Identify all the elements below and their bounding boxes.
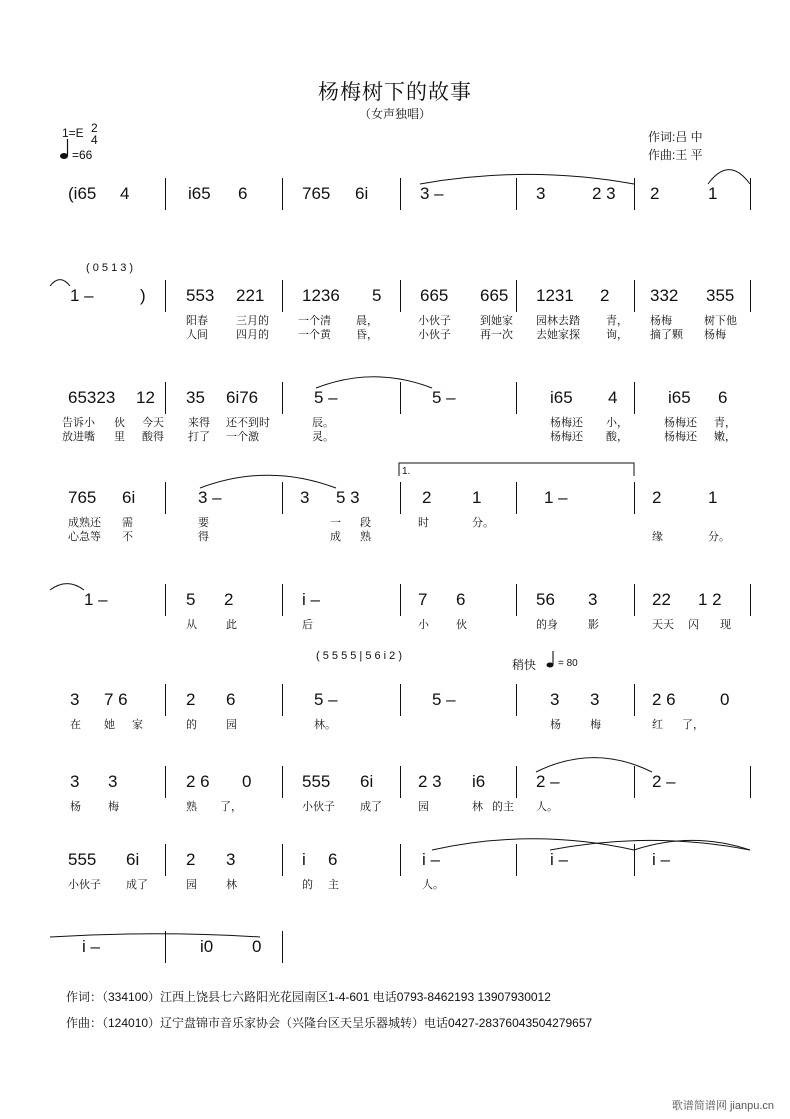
score-row (60, 388, 750, 448)
lyric-verse-1: 青， (606, 315, 628, 327)
note-group: 6 (226, 690, 236, 709)
lyric-verse-2: 灵。 (312, 431, 334, 443)
note-group: 2 6 (652, 690, 676, 709)
lyric-verse-1: 成了 (126, 879, 148, 891)
lyric-verse-2: 一个激 (226, 431, 259, 443)
note-group: 2 (186, 690, 196, 709)
lyricist-credit: 作词:吕 中 (648, 130, 703, 144)
lyric-verse-1: 杨 (70, 801, 81, 813)
note-group: 1231 (536, 286, 574, 305)
lyric-verse-1: 树下他 (704, 315, 737, 327)
note-group: 1 2 (698, 590, 722, 609)
slur-arc (316, 377, 432, 388)
lyric-verse-2: 里 (114, 431, 125, 443)
note-group: 3 – (198, 488, 222, 507)
note-group: (i65 (68, 184, 97, 203)
lyric-verse-1: 家 (132, 719, 143, 731)
lyric-verse-2: 四月的 (236, 329, 269, 341)
lyric-verse-1: 成熟还 (68, 517, 101, 529)
lyric-verse-1: 还不到时 (226, 417, 270, 429)
note-group: i65 (668, 388, 691, 407)
slur-layer (60, 915, 750, 945)
note-group: 6i (126, 850, 140, 869)
note-group: i – (82, 937, 100, 956)
note-group: 1 – (84, 590, 108, 609)
note-group: 6 (718, 388, 728, 407)
slur-arc (50, 280, 70, 286)
note-group: 3 (588, 590, 598, 609)
lyric-verse-1: 熟 (186, 801, 197, 813)
lyric-verse-1: 梅 (108, 801, 119, 813)
lyric-verse-1: 林 (472, 801, 483, 813)
note-group: 5 3 (336, 488, 360, 507)
note-group: ) (140, 286, 146, 305)
slur-layer (60, 366, 750, 396)
lyric-verse-2: 分。 (708, 531, 730, 543)
lyric-verse-1: 的主 (492, 801, 514, 813)
lyric-verse-2: 去她家探 (536, 329, 580, 341)
slur-layer (60, 466, 750, 496)
note-group: 2 – (536, 772, 560, 791)
score-row (60, 184, 750, 244)
lyric-verse-1: 梅 (590, 719, 601, 731)
lyric-verse-1: 今天 (142, 417, 164, 429)
note-group: i – (550, 850, 568, 869)
note-group: 2 – (652, 772, 676, 791)
note-group: i – (302, 590, 320, 609)
note-group: 7 6 (104, 690, 128, 709)
lyric-verse-2: 成 (330, 531, 341, 543)
note-group: i0 (200, 937, 214, 956)
note-group: 56 (536, 590, 555, 609)
lyric-verse-1: 到她家 (480, 315, 513, 327)
lyric-verse-1: 人。 (422, 879, 444, 891)
slur-arc (420, 174, 634, 184)
lyric-verse-1: 从 (186, 619, 197, 631)
watermark: 歌谱简谱网 jianpu.cn (671, 1100, 774, 1112)
slur-layer (60, 828, 750, 858)
lyric-verse-1: 林 (226, 879, 237, 891)
note-group: 3 – (420, 184, 444, 203)
note-group: 5 – (432, 388, 456, 407)
note-group: 3 (70, 690, 80, 709)
note-group: 0 (242, 772, 252, 791)
lyric-verse-2: 得 (198, 531, 209, 543)
lyric-verse-1: 一个清 (298, 315, 331, 327)
note-group: 5 (186, 590, 196, 609)
note-group: 4 (608, 388, 618, 407)
lyric-verse-2: 缘 (652, 531, 663, 543)
lyric-verse-1: 林。 (314, 719, 336, 731)
lyric-verse-2: 酸得 (142, 431, 164, 443)
note-group: 7 (418, 590, 428, 609)
lyric-verse-1: 要 (198, 517, 209, 529)
tempo-marking: =66 (72, 148, 93, 162)
note-group: 35 (186, 388, 205, 407)
note-group: i – (652, 850, 670, 869)
tempo-change-value: = 80 (558, 658, 578, 669)
note-group: 5 – (314, 388, 338, 407)
note-group: 2 (650, 184, 660, 203)
lyric-verse-1: 红 (652, 719, 663, 731)
note-group: i – (422, 850, 440, 869)
note-group: 555 (302, 772, 331, 791)
slur-arc (50, 934, 260, 937)
lyric-verse-1: 伙 (114, 417, 125, 429)
lyric-verse-2: 酸， (606, 431, 628, 443)
score-row (60, 690, 750, 750)
lyric-verse-2: 一个黄 (298, 329, 331, 341)
note-group: 3 (70, 772, 80, 791)
note-group: 6i76 (226, 388, 259, 407)
note-group: 555 (68, 850, 97, 869)
note-group: 2 3 (418, 772, 442, 791)
lyric-verse-1: 天天 (652, 619, 674, 631)
note-group: 6 (456, 590, 466, 609)
note-group: 665 (480, 286, 509, 305)
slur-layer (60, 162, 750, 192)
lyric-verse-1: 人。 (536, 801, 558, 813)
note-group: 22 (652, 590, 671, 609)
lyric-verse-1: 闪 (688, 619, 699, 631)
note-group: 5 – (432, 690, 456, 709)
lyric-verse-1: 现 (720, 619, 731, 631)
lyric-verse-1: 主 (328, 879, 339, 891)
note-group: 765 (68, 488, 97, 507)
lyric-verse-1: 小伙子 (418, 315, 451, 327)
lyric-verse-1: 的 (302, 879, 313, 891)
lyric-verse-2: 熟 (360, 531, 371, 543)
lyric-verse-1: 成了 (360, 801, 382, 813)
lyric-verse-2: 询， (606, 329, 628, 341)
lyric-verse-2: 人间 (186, 329, 208, 341)
note-group: 2 (652, 488, 662, 507)
note-group: 2 (422, 488, 432, 507)
note-group: 0 (252, 937, 262, 956)
note-group: 5 – (314, 690, 338, 709)
score-row (60, 590, 750, 650)
lyric-verse-2: 再一次 (480, 329, 513, 341)
lyric-verse-1: 后 (302, 619, 313, 631)
song-title: 杨梅树下的故事 (318, 80, 472, 104)
song-subtitle: （女声独唱） (358, 107, 431, 121)
lyric-verse-2: 杨梅还 (550, 431, 583, 443)
tempo-change-note-icon (546, 650, 555, 668)
slur-arc (200, 475, 336, 488)
score-row (60, 850, 750, 910)
note-group: 3 (536, 184, 546, 203)
note-group: 1 – (544, 488, 568, 507)
note-group: 2 6 (186, 772, 210, 791)
note-group: 65323 (68, 388, 116, 407)
lyric-verse-2: 放进嘴 (62, 431, 95, 443)
note-group: 355 (706, 286, 735, 305)
note-group: i6 (472, 772, 486, 791)
slur-layer (60, 264, 750, 294)
note-group: 1 – (70, 286, 94, 305)
score-row (60, 772, 750, 832)
lyric-verse-1: 杨梅 (650, 315, 672, 327)
note-group: 3 (226, 850, 236, 869)
lyric-verse-1: 晨， (356, 315, 378, 327)
note-group: 4 (120, 184, 130, 203)
note-group: i65 (188, 184, 211, 203)
note-group: i (302, 850, 306, 869)
barline (750, 584, 751, 616)
note-group: 6i (355, 184, 369, 203)
quarter-note-icon (60, 138, 69, 160)
note-group: 0 (720, 690, 730, 709)
lyric-verse-1: 杨梅还 (550, 417, 583, 429)
lyric-verse-1: 在 (70, 719, 81, 731)
lyric-verse-2: 小伙子 (418, 329, 451, 341)
lyric-verse-1: 辰。 (312, 417, 334, 429)
lyric-verse-1: 的 (186, 719, 197, 731)
note-group: 332 (650, 286, 679, 305)
slur-layer (60, 668, 750, 698)
lyric-verse-1: 段 (360, 517, 371, 529)
lyric-verse-2: 不 (122, 531, 133, 543)
lyric-verse-1: 三月的 (236, 315, 269, 327)
time-numerator: 2 (91, 121, 98, 135)
note-group: 2 3 (592, 184, 616, 203)
note-group: 665 (420, 286, 449, 305)
lyric-verse-2: 昏， (356, 329, 378, 341)
lyric-verse-2: 摘了颗 (650, 329, 683, 341)
note-group: 221 (236, 286, 265, 305)
note-group: 1 (472, 488, 482, 507)
note-group: 765 (302, 184, 331, 203)
lyric-verse-1: 分。 (472, 517, 494, 529)
lyric-verse-2: 杨梅还 (664, 431, 697, 443)
lyric-verse-1: 告诉小 (62, 417, 95, 429)
slur-arc (708, 170, 750, 184)
slur-arc (50, 584, 84, 590)
note-group: 1 (708, 184, 718, 203)
lyric-verse-1: 阳春 (186, 315, 208, 327)
note-group: 6i (360, 772, 374, 791)
composer-credit: 作曲:王 平 (648, 148, 703, 162)
lyric-verse-1: 需 (122, 517, 133, 529)
score-row (60, 286, 750, 346)
note-group: 3 (550, 690, 560, 709)
lyric-verse-1: 青， (714, 417, 736, 429)
lyric-verse-1: 园 (226, 719, 237, 731)
lyric-verse-1: 小 (418, 619, 429, 631)
note-group: 6 (238, 184, 248, 203)
score-row (60, 488, 750, 548)
key-label: 1=E (62, 126, 84, 141)
note-group: 12 (136, 388, 155, 407)
lyric-verse-1: 园林去踏 (536, 315, 580, 327)
lyric-verse-1: 此 (226, 619, 237, 631)
lyric-verse-1: 时 (418, 517, 429, 529)
note-group: 1236 (302, 286, 340, 305)
lyric-verse-1: 园 (418, 801, 429, 813)
slur-arc (536, 758, 652, 772)
lyric-verse-1: 园 (186, 879, 197, 891)
lyric-verse-2: 嫩， (714, 431, 736, 443)
lyric-verse-1: 小， (606, 417, 628, 429)
lyric-verse-1: 她 (104, 719, 115, 731)
lyric-verse-1: 的身 (536, 619, 558, 631)
note-group: 2 (224, 590, 234, 609)
note-group: 3 (590, 690, 600, 709)
lyric-verse-2: 打了 (188, 431, 210, 443)
lyric-verse-1: 杨梅还 (664, 417, 697, 429)
slur-layer (60, 750, 750, 780)
footer-composer-contact: 作曲：（124010）辽宁盘锦市音乐家协会（兴隆台区天呈乐器城转）电话0427-28376043504279657 (66, 1016, 593, 1030)
note-group: 6 (328, 850, 338, 869)
volta-label: 1. (402, 466, 411, 477)
note-group: 6i (122, 488, 136, 507)
lyric-verse-1: 伙 (456, 619, 467, 631)
lyric-verse-1: 小伙子 (302, 801, 335, 813)
lyric-verse-1: 杨 (550, 719, 561, 731)
intro-parenthetical: ( 0 5 1 3 ) (86, 262, 134, 274)
note-group: i65 (550, 388, 573, 407)
barline (750, 766, 751, 798)
note-group: 3 (108, 772, 118, 791)
slur-arc (432, 839, 634, 850)
lyric-verse-1: 了， (682, 719, 704, 731)
lyric-verse-1: 影 (588, 619, 599, 631)
note-group: 2 (600, 286, 610, 305)
barline (750, 178, 751, 210)
lyric-verse-2: 杨梅 (704, 329, 726, 341)
lyric-verse-2: 心急等 (68, 531, 101, 543)
lyric-verse-1: 了， (220, 801, 242, 813)
note-group: 2 (186, 850, 196, 869)
lyric-verse-1: 小伙子 (68, 879, 101, 891)
note-group: 3 (300, 488, 310, 507)
barline (750, 280, 751, 312)
footer-lyricist-contact: 作词：（334100）江西上饶县七六路阳光花园南区1-4-601 电话0793-8462193 13907930012 (66, 990, 551, 1004)
note-group: 553 (186, 286, 215, 305)
interlude-parenthetical: ( 5 5 5 5 | 5 6 i 2 ) (316, 650, 403, 662)
lyric-verse-1: 来得 (188, 417, 210, 429)
note-group: 1 (708, 488, 718, 507)
note-group: 5 (372, 286, 382, 305)
lyric-verse-1: 一 (330, 517, 341, 529)
time-denominator: 4 (91, 133, 98, 147)
tempo-change-label: 稍快 (512, 658, 537, 672)
slur-layer (60, 568, 750, 598)
